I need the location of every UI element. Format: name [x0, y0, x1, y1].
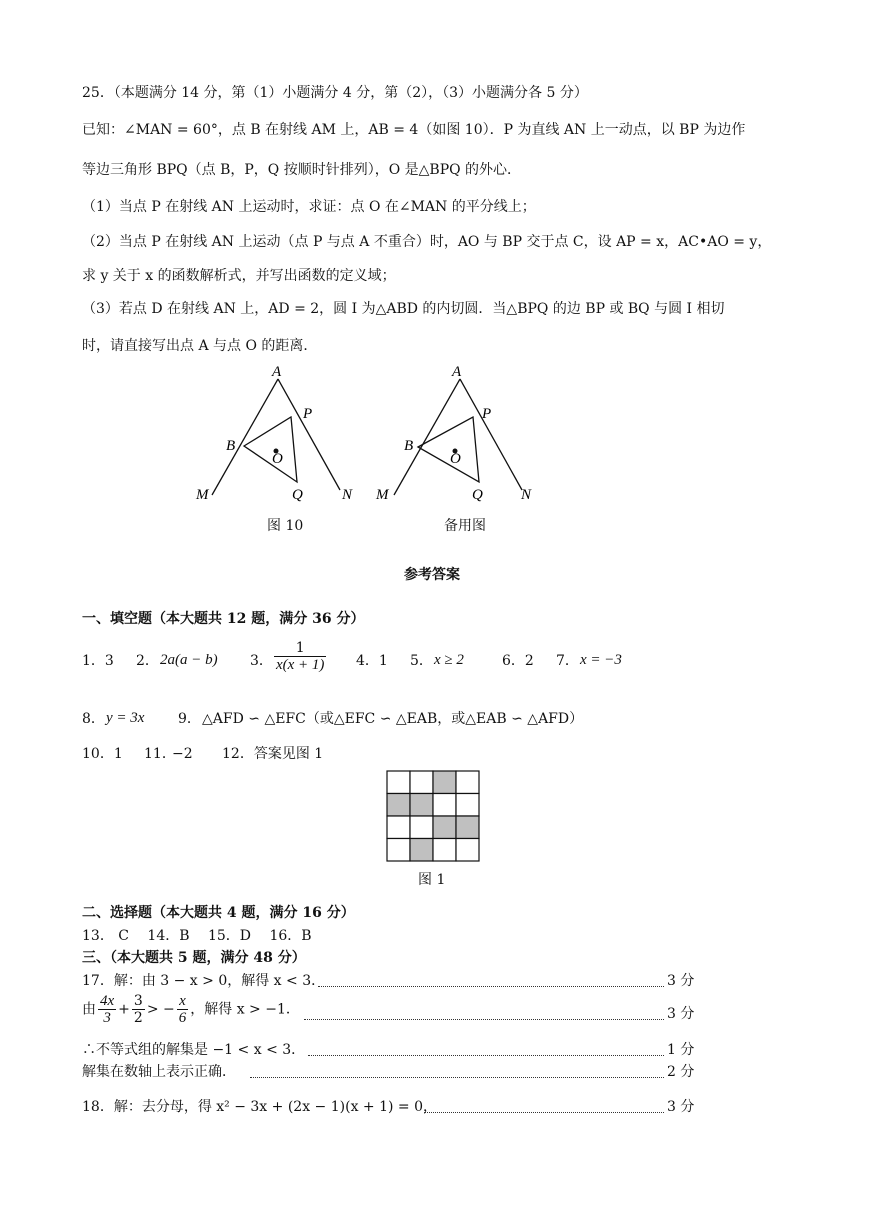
caption-figure-10: 图 10 [267, 518, 304, 534]
answer-2-label: 2． [136, 653, 159, 669]
label-n: N [342, 487, 353, 503]
score-17-line2: 3 分 [667, 1006, 695, 1022]
grid-cell [433, 794, 456, 817]
answer-3-numerator: 1 [274, 640, 326, 657]
answer-7-label: 7． [556, 653, 579, 669]
suffix: ，解得 x > −1． [190, 1001, 300, 1018]
answer-2: 2a(a − b) [160, 652, 218, 668]
solution-17-line3: ∴不等式组的解集是 −1 < x < 3． [82, 1042, 306, 1058]
score-17-line3: 1 分 [667, 1042, 695, 1058]
prefix: 由 [82, 1001, 96, 1018]
solution-18-line1: 18．解：去分母，得 x² − 3x + (2x − 1)(x + 1) = 0， [82, 1099, 437, 1115]
grid-cell [410, 771, 433, 794]
answer-1: 1．3 [82, 653, 114, 669]
leader-dots [250, 1077, 664, 1078]
score-17-line4: 2 分 [667, 1064, 695, 1080]
grid-cell-shaded [387, 794, 410, 817]
answers-title: 参考答案 [404, 567, 460, 583]
answer-12: 12．答案见图 1 [222, 746, 324, 762]
grid-cell-shaded [433, 771, 456, 794]
q25-line6: （3）若点 D 在射线 AN 上，AD = 2，圆 I 为△ABD 的内切圆．当△BPQ 的边 BP 或 BQ 与圆 I 相切 [82, 301, 725, 317]
figure-backup [372, 362, 562, 512]
ray-an [278, 379, 340, 490]
score-18-line1: 3 分 [667, 1099, 695, 1115]
answer-3 [272, 640, 328, 673]
label-p-backup: P [482, 406, 492, 422]
fraction-denominator: 6 [178, 1010, 187, 1026]
greater-sign: > − [146, 1001, 175, 1018]
plus-sign: + [118, 1001, 130, 1018]
answer-6: 6．2 [502, 653, 534, 669]
grid-cell-shaded [410, 839, 433, 862]
leader-dots [304, 1019, 664, 1020]
label-a: A [272, 364, 282, 380]
answer-11-label: 11． [144, 746, 176, 762]
label-a-backup: A [452, 364, 462, 380]
ray-an-backup [460, 379, 522, 490]
grid-cell-shaded [456, 816, 479, 839]
q25-line2: 等边三角形 BPQ（点 B，P，Q 按顺时针排列），O 是△BPQ 的外心． [82, 162, 522, 178]
label-o: O [272, 451, 283, 467]
answer-3-denominator: x(x + 1) [276, 657, 325, 673]
answer-4: 4．1 [356, 653, 388, 669]
ray-am [212, 379, 278, 495]
label-q-backup: Q [472, 487, 483, 503]
section-3-heading: 三、（本大题共 5 题，满分 48 分） [82, 950, 306, 966]
solution-17-line4: 解集在数轴上表示正确． [82, 1064, 236, 1080]
label-o-backup: O [450, 451, 461, 467]
leader-dots [318, 986, 664, 987]
solution-17-line2 [82, 993, 300, 1026]
label-n-backup: N [521, 487, 532, 503]
fraction-denominator: 3 [103, 1010, 111, 1026]
answer-9-label: 9． [178, 711, 201, 727]
label-p: P [303, 406, 313, 422]
answer-9: △AFD ∽ △EFC（或△EFC ∽ △EAB，或△EAB ∽ △AFD） [202, 711, 584, 727]
q25-line4: （2）当点 P 在射线 AN 上运动（点 P 与点 A 不重合）时，AO 与 BP 交于点 C，设 AP = x，AC•AO = y， [82, 234, 772, 250]
label-m-backup: M [376, 487, 389, 503]
caption-figure-backup: 备用图 [444, 518, 486, 534]
grid-cell [410, 816, 433, 839]
triangle-bpq-backup [418, 417, 479, 482]
leader-dots [424, 1112, 664, 1113]
fraction-numerator: 4x [100, 993, 115, 1009]
answer-10: 10．1 [82, 746, 123, 762]
grid-cell [433, 839, 456, 862]
fraction-numerator: 3 [133, 993, 143, 1009]
q25-line3: （1）当点 P 在射线 AN 上运动时，求证：点 O 在∠MAN 的平分线上； [82, 199, 536, 215]
section-1-heading: 一、填空题（本大题共 12 题，满分 36 分） [82, 611, 365, 627]
answer-7: x = −3 [580, 652, 622, 668]
leader-dots [308, 1055, 664, 1056]
grid-cell-shaded [433, 816, 456, 839]
label-b-backup: B [404, 438, 414, 454]
label-b: B [226, 438, 236, 454]
label-q: Q [292, 487, 303, 503]
grid-cell [456, 771, 479, 794]
solution-17-line1: 17．解：由 3 − x > 0，解得 x < 3． [82, 973, 326, 989]
q25-header: 25．（本题满分 14 分，第（1）小题满分 4 分，第（2），（3）小题满分各 5 分） [82, 85, 588, 101]
answer-5-label: 5． [410, 653, 433, 669]
answer-5: x ≥ 2 [434, 652, 464, 668]
figure-10 [190, 362, 380, 512]
q25-line1: 已知：∠MAN = 60°，点 B 在射线 AM 上，AB = 4（如图 10）．P 为直线 AN 上一动点，以 BP 为边作 [82, 122, 746, 138]
grid-cell [387, 771, 410, 794]
label-m: M [196, 487, 209, 503]
grid-cell [387, 839, 410, 862]
fraction-denominator: 2 [133, 1010, 143, 1026]
grid-cell [456, 839, 479, 862]
grid-cell-shaded [410, 794, 433, 817]
answer-8: y = 3x [106, 710, 145, 726]
q25-line5: 求 y 关于 x 的函数解析式，并写出函数的定义域； [82, 268, 396, 284]
score-17-line1: 3 分 [667, 973, 695, 989]
triangle-bpq [244, 417, 297, 482]
grid-cell [387, 816, 410, 839]
fraction-numerator: x [177, 993, 189, 1010]
answer-8-label: 8． [82, 711, 105, 727]
grid-figure-1 [386, 770, 482, 864]
answer-11: −2 [172, 746, 193, 762]
answer-3-label: 3． [250, 653, 273, 669]
caption-figure-1: 图 1 [418, 872, 446, 888]
q25-line7: 时，请直接写出点 A 与点 O 的距离． [82, 338, 318, 354]
section-2-answers: 13． C 14．B 15．D 16．B [82, 928, 312, 944]
section-2-heading: 二、选择题（本大题共 4 题，满分 16 分） [82, 905, 355, 921]
grid-cell [456, 794, 479, 817]
ray-am-backup [394, 379, 460, 495]
